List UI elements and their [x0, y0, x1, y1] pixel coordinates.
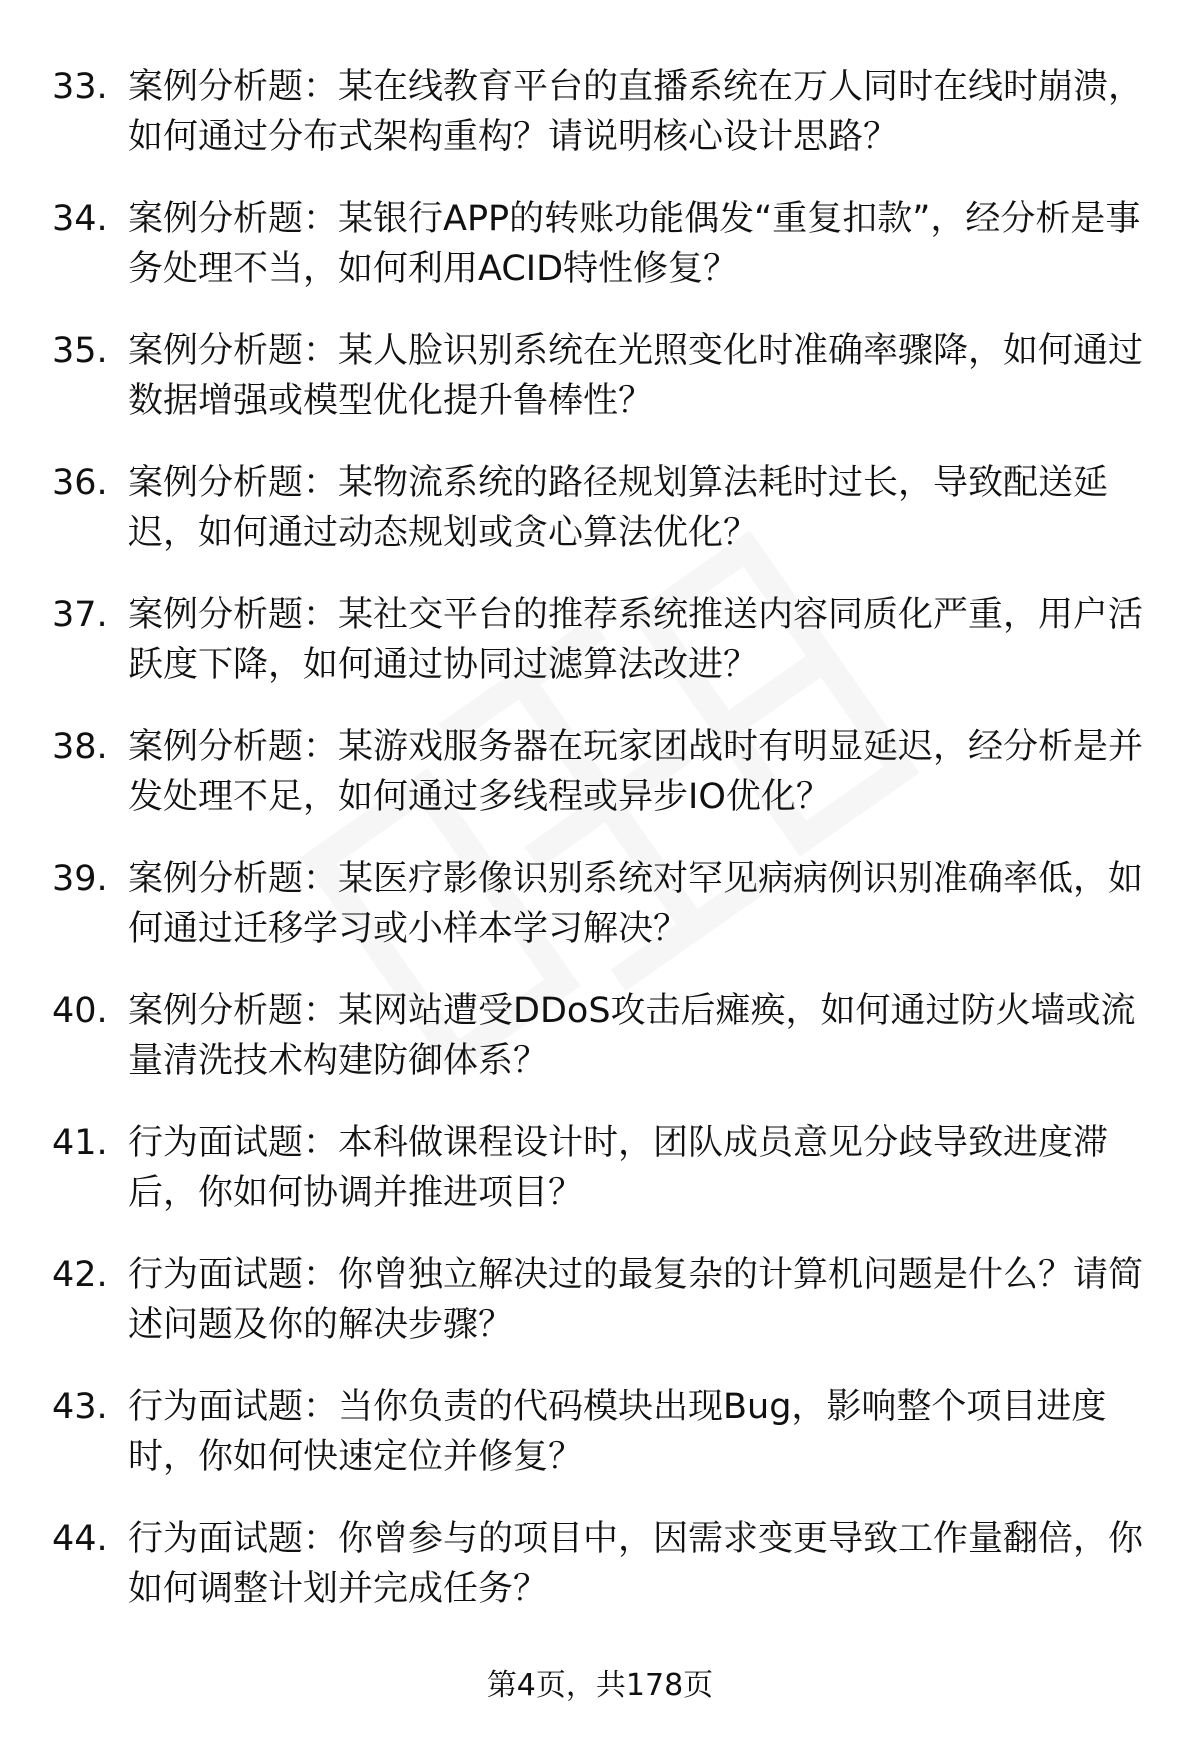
question-item [0, 840, 1200, 972]
question-number: 37. [52, 595, 108, 635]
question-number: 36. [52, 463, 108, 503]
page-footer: 第4页，共178页 [486, 1668, 714, 1703]
question-item [0, 1236, 1200, 1368]
question-text: 行为面试题：当你负责的代码模块出现Bug，影响整个项目进度时，你如何快速定位并修复？ [128, 1387, 1107, 1477]
question-item [0, 576, 1200, 708]
question-number: 43. [52, 1387, 108, 1427]
question-item [0, 1104, 1200, 1236]
question-number: 44. [52, 1519, 108, 1559]
question-text: 案例分析题：某人脸识别系统在光照变化时准确率骤降，如何通过数据增强或模型优化提升鲁棒性？ [128, 331, 1144, 421]
question-item [0, 972, 1200, 1104]
question-text: 行为面试题：本科做课程设计时，团队成员意见分歧导致进度滞后，你如何协调并推进项目？ [128, 1123, 1109, 1213]
question-number: 35. [52, 331, 108, 371]
question-text: 行为面试题：你曾独立解决过的最复杂的计算机问题是什么？请简述问题及你的解决步骤？ [128, 1255, 1144, 1345]
question-item [0, 312, 1200, 444]
question-number: 42. [52, 1255, 108, 1295]
question-item [0, 708, 1200, 840]
question-text: 案例分析题：某网站遭受DDoS攻击后瘫痪，如何通过防火墙或流量清洗技术构建防御体系？ [128, 991, 1136, 1081]
question-item [0, 1368, 1200, 1500]
question-text: 案例分析题：某物流系统的路径规划算法耗时过长，导致配送延迟，如何通过动态规划或贪心算法优化？ [128, 463, 1109, 553]
question-text: 案例分析题：某医疗影像识别系统对罕见病病例识别准确率低，如何通过迁移学习或小样本学习解决？ [128, 859, 1144, 949]
question-item [0, 180, 1200, 312]
question-item [0, 1500, 1200, 1632]
question-item [0, 444, 1200, 576]
question-number: 40. [52, 991, 108, 1031]
question-number: 33. [52, 67, 108, 107]
question-list [0, 48, 1200, 1632]
question-text: 案例分析题：某在线教育平台的直播系统在万人同时在线时崩溃，如何通过分布式架构重构？请说明核心设计思路？ [128, 67, 1144, 157]
question-item [0, 48, 1200, 180]
question-text: 行为面试题：你曾参与的项目中，因需求变更导致工作量翻倍，你如何调整计划并完成任务？ [128, 1519, 1144, 1609]
question-number: 34. [52, 199, 108, 239]
question-text: 案例分析题：某银行APP的转账功能偶发“重复扣款”，经分析是事务处理不当，如何利用ACID特性修复？ [128, 199, 1141, 289]
question-text: 案例分析题：某社交平台的推荐系统推送内容同质化严重，用户活跃度下降，如何通过协同过滤算法改进？ [128, 595, 1144, 685]
question-number: 38. [52, 727, 108, 767]
question-number: 39. [52, 859, 108, 899]
question-text: 案例分析题：某游戏服务器在玩家团战时有明显延迟，经分析是并发处理不足，如何通过多线程或异步IO优化？ [128, 727, 1144, 817]
question-number: 41. [52, 1123, 108, 1163]
